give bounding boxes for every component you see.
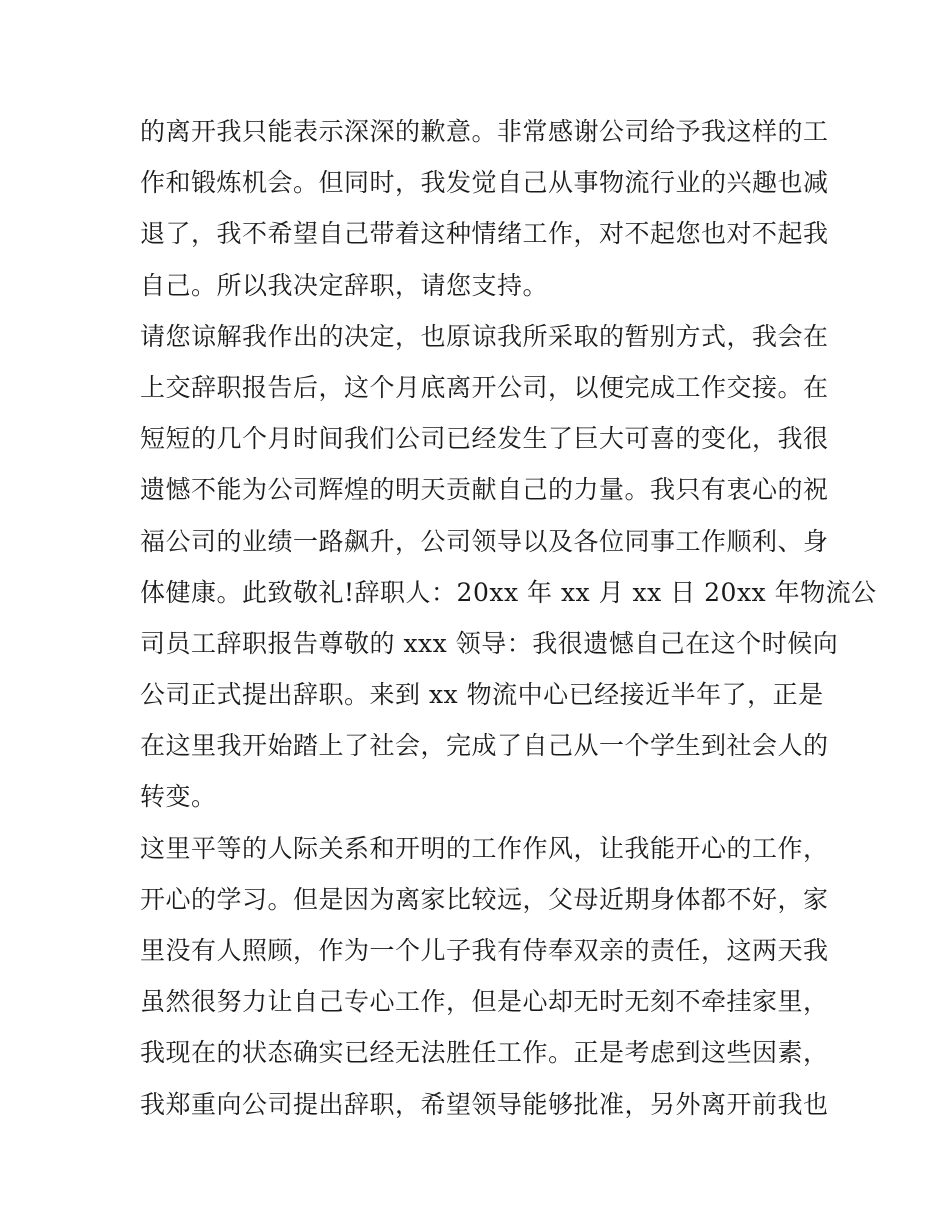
- text-line: 退了，我不希望自己带着这种情绪工作，对不起您也对不起我: [140, 219, 829, 249]
- text-line: 请您谅解我作出的决定，也原谅我所采取的暂别方式，我会在: [140, 321, 829, 351]
- text-line: 作和锻炼机会。但同时，我发觉自己从事物流行业的兴趣也减: [140, 168, 829, 198]
- text-line: 虽然很努力让自己专心工作，但是心却无时无刻不牵挂家里，: [140, 987, 829, 1017]
- text-line: 我郑重向公司提出辞职，希望领导能够批准，另外离开前我也: [140, 1089, 829, 1119]
- text-line: 福公司的业绩一路飙升，公司领导以及各位同事工作顺利、身: [140, 526, 829, 556]
- text-line: 公司正式提出辞职。来到 xx 物流中心已经接近半年了，正是: [140, 680, 824, 710]
- body-text: [140, 106, 877, 1130]
- text-line: 体健康。此致敬礼!辞职人：20xx 年 xx 月 xx 日 20xx 年物流公: [140, 577, 877, 607]
- text-line: 里没有人照顾，作为一个儿子我有侍奉双亲的责任，这两天我: [140, 936, 829, 965]
- text-line: 自己。所以我决定辞职，请您支持。: [140, 270, 549, 300]
- text-line: 开心的学习。但是因为离家比较远，父母近期身体都不好，家: [140, 884, 829, 914]
- text-line: 短短的几个月时间我们公司已经发生了巨大可喜的变化，我很: [140, 424, 829, 454]
- text-line: 的离开我只能表示深深的歉意。非常感谢公司给予我这样的工: [140, 117, 829, 146]
- text-line: 这里平等的人际关系和开明的工作作风，让我能开心的工作，: [140, 833, 829, 863]
- text-line: 遗憾不能为公司辉煌的明天贡献自己的力量。我只有衷心的祝: [140, 475, 829, 505]
- text-line: 司员工辞职报告尊敬的 xxx 领导：我很遗憾自己在这个时候向: [140, 628, 839, 658]
- text-line: 上交辞职报告后，这个月底离开公司，以便完成工作交接。在: [140, 372, 829, 402]
- text-line: 在这里我开始踏上了社会，完成了自己从一个学生到社会人的: [140, 731, 829, 761]
- text-line: 我现在的状态确实已经无法胜任工作。正是考虑到这些因素，: [140, 1038, 829, 1068]
- text-line: 转变。: [140, 782, 217, 812]
